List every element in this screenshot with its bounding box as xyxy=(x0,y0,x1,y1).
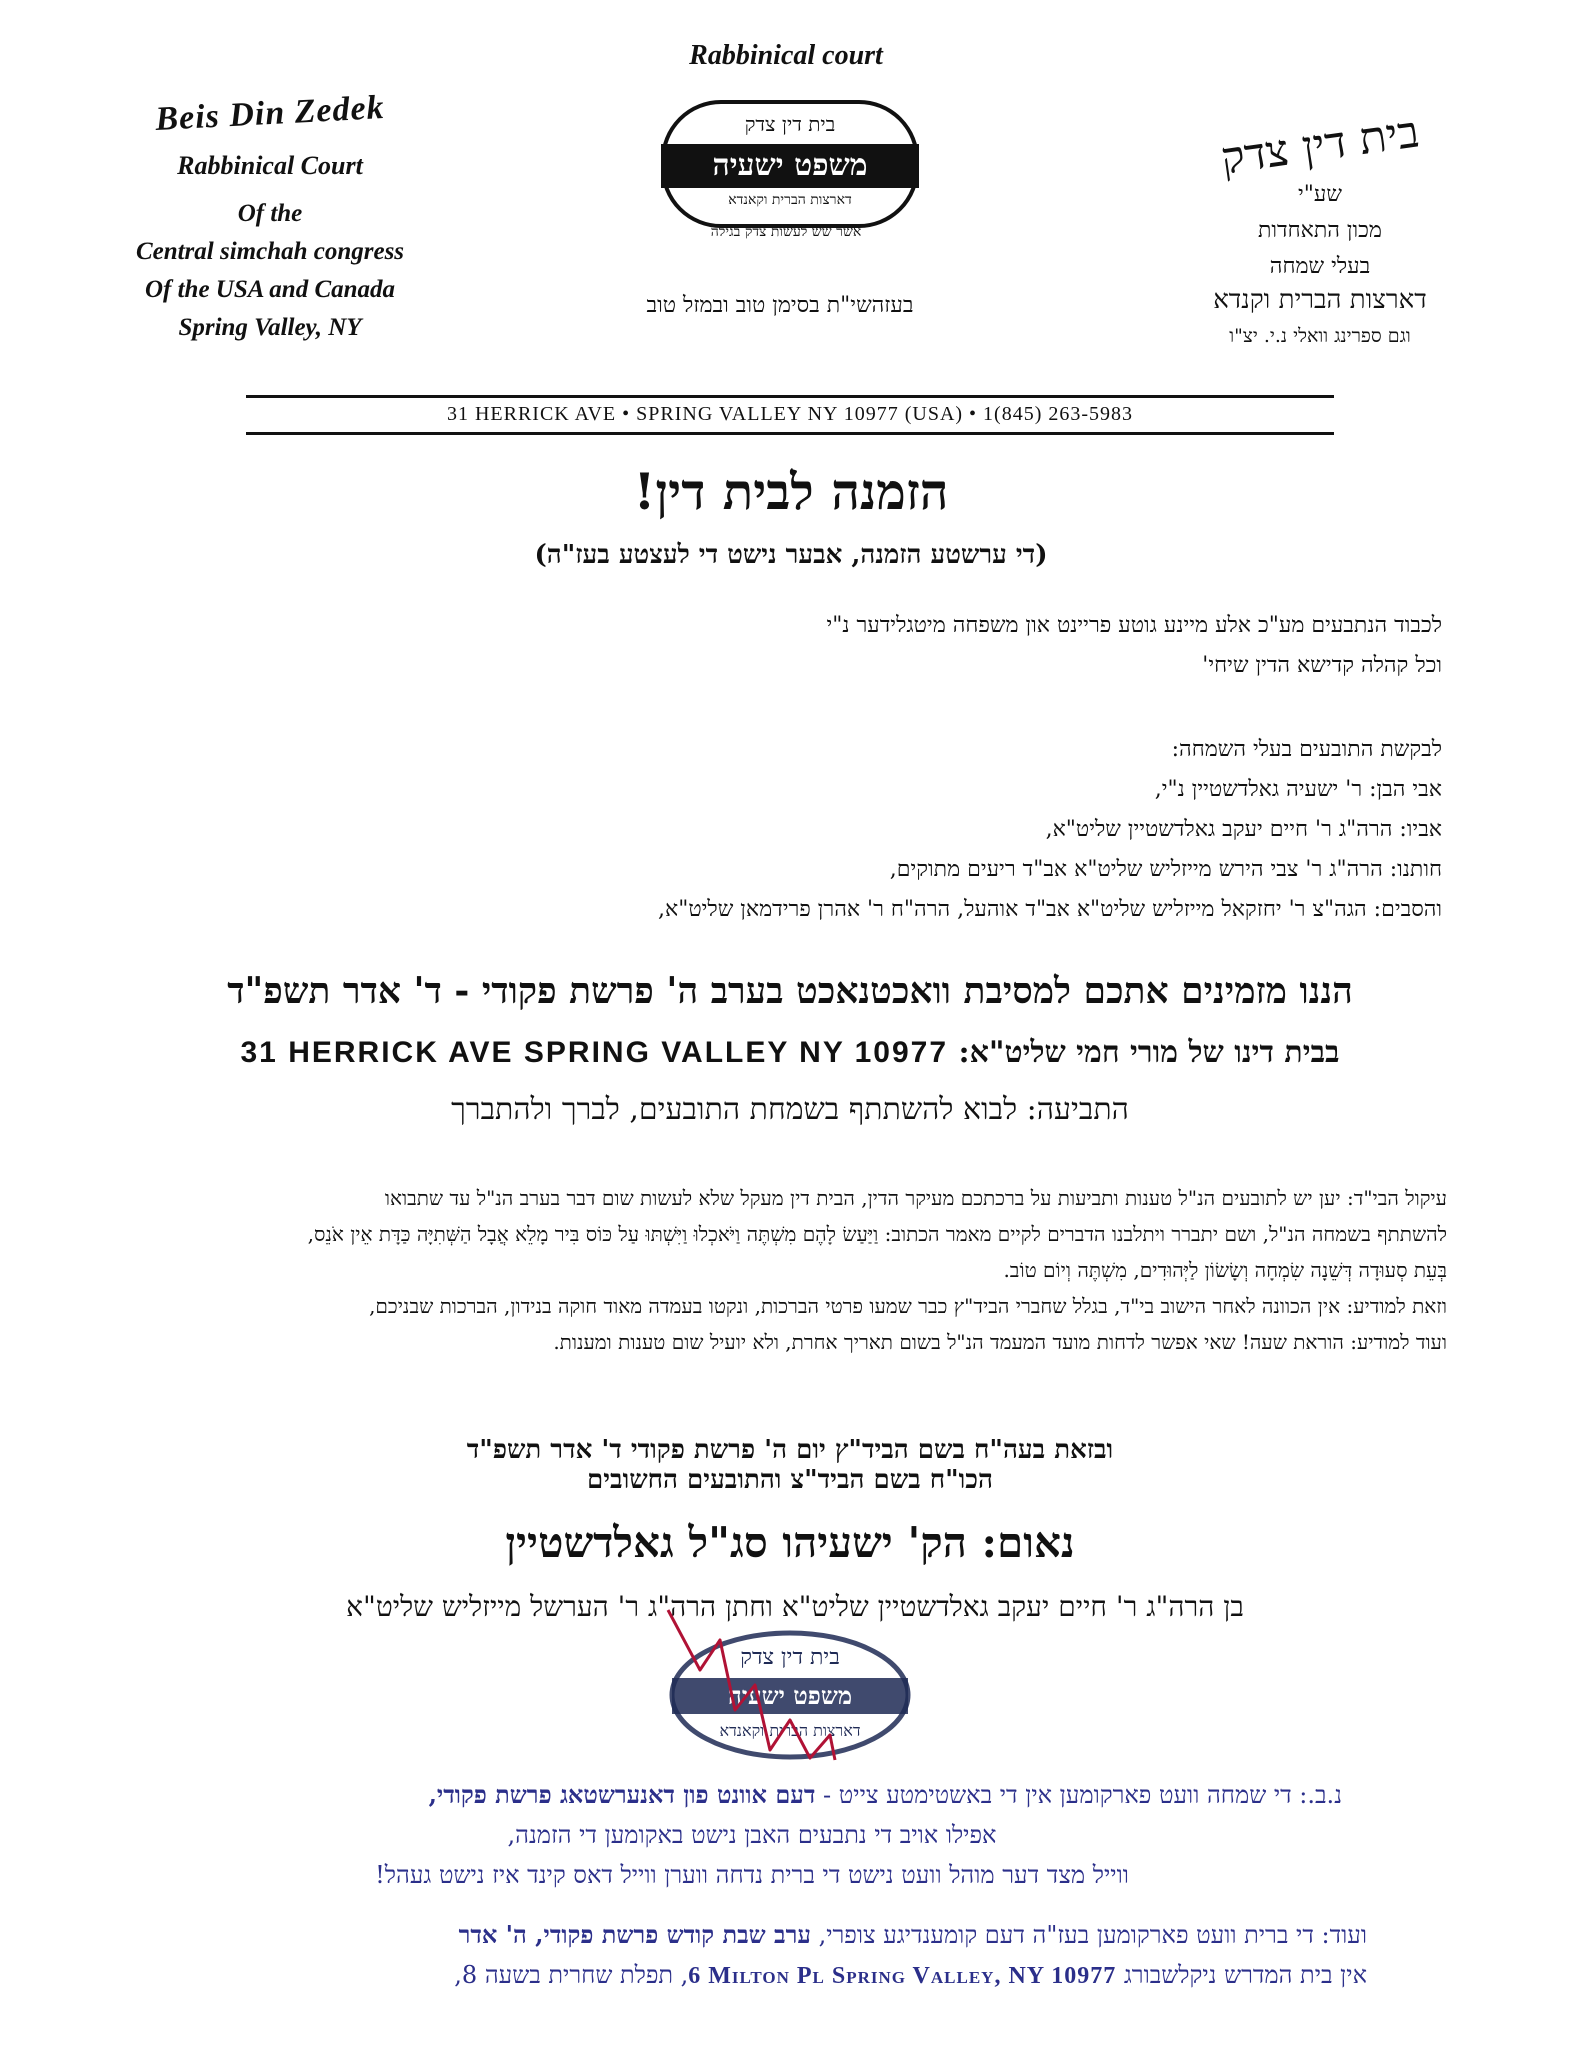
also-line-2-prefix: אין בית המדרש ניקלשבורג xyxy=(1116,1961,1367,1989)
header-right-line-2: מכון התאחדות xyxy=(1258,218,1382,243)
requesters-line-3: אביו: הרה"ג ר' חיים יעקב גאלדשטיין שליט"א, xyxy=(1045,817,1442,842)
header-right-block xyxy=(1160,106,1480,348)
issued-block xyxy=(300,1435,1280,1495)
address-rule-top xyxy=(246,395,1334,398)
issued-line-1: ובזאת בעה"ח בשם הביד"ץ יום ה' פרשת פקודי ד' אדר תשפ"ד xyxy=(466,1435,1114,1465)
body-line-5: ועוד למודיע: הוראת שעה! שאי אפשר לדחות מועד המעמד הנ"ל בשום תאריך אחרת, ולא יועיל שום טענות ומענות. xyxy=(553,1330,1447,1354)
court-stamp xyxy=(660,1600,920,1765)
page-subtitle: (די ערשטע הזמנה, אבער נישט די לעצטע בעז"ה) xyxy=(534,540,1048,570)
addressee-line-2: וכל קהלה קדישא הדין שיחי' xyxy=(1202,653,1442,678)
body-line-4: וזאת למודיע: אין הכוונה לאחר הישוב בי"ד, בגלל שחברי הביד"ץ כבר שמעו פרטי הברכות, ונקטו בעמדה מאוד חוקה בנידון, הברכות שבניכם, xyxy=(369,1294,1447,1318)
issued-line-2: הכו"ח בשם הביד"צ והתובעים החשובים xyxy=(587,1465,993,1495)
requesters-block xyxy=(142,730,1442,930)
also-block xyxy=(147,1915,1367,1996)
stamp-top-text: בית דין צדק xyxy=(740,1645,840,1670)
court-logo xyxy=(636,40,936,250)
requesters-line-5: והסבים: הגה"צ ר' יחזקאל מייזליש שליט"א אב"ד אוהעל, הרה"ח ר' אהרן פרידמאן שליט"א, xyxy=(658,897,1442,922)
nb-block xyxy=(162,1775,1342,1895)
nb-line-1-prefix: נ.ב.: די שמחה וועט פארקומען אין די באשטימטע צייט - xyxy=(815,1781,1342,1809)
address-bar: 31 HERRICK AVE • SPRING VALLEY NY 10977 (USA) • 1(845) 263-5983 xyxy=(446,403,1134,425)
page-title: הזמנה לבית דין! xyxy=(633,462,949,521)
nb-line-2: אפילו אויב די נתבעים האבן נישט באקומען די הזמנה, xyxy=(507,1821,997,1849)
also-line-1-prefix: ועוד: די ברית וועט פארקומען בעז"ה דעם קומענדיגע צופרי, xyxy=(810,1921,1367,1949)
invitation-line-2 xyxy=(150,1035,1430,1070)
header-left-block xyxy=(120,89,420,347)
also-line-2-address: 6 Milton Pl Spring Valley, NY 10977 xyxy=(688,1963,1117,1989)
addressee-block xyxy=(142,606,1442,686)
header-right-line-5: וגם ספרינג וואלי נ.י. יצ"ו xyxy=(1229,325,1411,347)
header-left-line-4: Spring Valley, NY xyxy=(178,314,362,341)
stamp-bottom-text: דארצות הברית וקאנדא xyxy=(719,1721,861,1740)
stamp-band-text: משפט ישעיה xyxy=(727,1681,853,1710)
body-paragraph xyxy=(127,1180,1447,1360)
header-right-line-4: דארצות הברית וקנדא xyxy=(1213,285,1427,315)
also-line-1 xyxy=(147,1915,1367,1955)
header-right-line-3: בעלי שמחה xyxy=(1269,254,1371,279)
nb-line-3: ווייל מצד דער מוהל וועט נישט די ברית נדחה ווערן ווייל דאס קינד איז נישט געהל! xyxy=(375,1861,1129,1889)
invitation-line-1: הננו מזמינים אתכם למסיבת וואכטנאכט בערב ה' פרשת פקודי - ד' אדר תשפ"ד xyxy=(227,970,1353,1012)
logo-top-text: בית דין צדק xyxy=(744,112,836,136)
header-left-line-3: Of the USA and Canada xyxy=(144,276,396,303)
center-blessing: בעזהשי"ת בסימן טוב ובמזל טוב xyxy=(646,293,914,318)
header-left-line-2: Central simchah congress xyxy=(135,238,405,265)
body-line-1: עיקול הבי"ד: יען יש לתובעים הנ"ל טענות ותביעות על ברכתכם מעיקר הדין, הבית דין מעקל שלא לעשות שום דבר בערב הנ"ל עד שתבואו xyxy=(384,1186,1447,1210)
rabbinical-court-subtitle: Rabbinical Court xyxy=(177,151,363,180)
stamp-graphic xyxy=(660,1600,920,1765)
nb-line-1-bold: דעם אוונט פון דאנערשטאג פרשת פקודי, xyxy=(428,1780,816,1809)
invitation-claim: התביעה: לבוא להשתתף בשמחת התובעים, לברך ולהתברך xyxy=(451,1092,1129,1127)
address-rule-bottom xyxy=(246,432,1334,435)
invitation-address: 31 HERRICK AVE SPRING VALLEY NY 10977 xyxy=(240,1036,949,1069)
also-line-2-suffix: , תפלת שחרית בשעה 8, xyxy=(454,1961,689,1989)
body-line-2: להשתתף בשמחה הנ"ל, ושם יתברר ויתלבנו הדברים לקיים מאמר הכתוב: וַיַּעַשׂ לָהֶם מִשְׁתֶּה וַיֹּאכְלוּ וַיִּשְׁתּוּ עַל כּוֹס בִּיר מָלֵא אֲבָל הַשְּׁתִיָּה כַּדָּת אֵין אֹנֵס, xyxy=(307,1222,1447,1246)
logo-oval xyxy=(661,100,919,228)
requesters-line-1: לבקשת התובעים בעלי השמחה: xyxy=(1171,737,1442,762)
logo-arc-title: Rabbinical court xyxy=(689,40,883,71)
invitation-location-prefix: בבית דינו של מורי חמי שליט"א: xyxy=(958,1035,1340,1070)
header-right-line-1: שע"י xyxy=(1298,182,1342,207)
also-line-2 xyxy=(147,1955,1367,1996)
header-right-title: בית דין צדק xyxy=(1217,106,1423,185)
also-line-1-bold: ערב שבת קודש פרשת פקודי, ה' אדר xyxy=(458,1920,811,1949)
signatory: נאום: הק' ישעיהו סג"ל גאלדשטיין xyxy=(505,1518,1075,1567)
requesters-line-4: חותנו: הרה"ג ר' צבי הירש מייזליש שליט"א אב"ד ריעים מתוקים, xyxy=(889,857,1442,882)
body-line-3: בְּעֵת סְעוּדָה דְּשֵׁנָה שִׂמְחָה וְשָׂשׂוֹן לַיְּהוּדִים, מִשְׁתֶּה וְיוֹם טוֹב. xyxy=(1003,1258,1447,1282)
beis-din-zedek-title: Beis Din Zedek xyxy=(154,89,386,138)
requesters-line-2: אבי הבן: ר' ישעיה גאלדשטיין נ"י, xyxy=(1154,777,1442,802)
header-left-line-1: Of the xyxy=(237,200,303,227)
logo-motto: אשר שש לעשות צדק בגילה xyxy=(710,224,862,240)
signatory-lineage: בן הרה"ג ר' חיים יעקב גאלדשטיין שליט"א וחתן הרה"ג ר' הערשל מייזליש שליט"א xyxy=(346,1590,1244,1623)
addressee-line-1: לכבוד הנתבעים מע"כ אלע מיינע גוטע פריינט און משפחה מיטגלידער נ"י xyxy=(826,613,1442,638)
logo-bottom-text: דארצות הברית וקאנדא xyxy=(728,192,852,208)
logo-band-text: משפט ישעיה xyxy=(661,144,919,188)
nb-line-1 xyxy=(162,1775,1342,1815)
